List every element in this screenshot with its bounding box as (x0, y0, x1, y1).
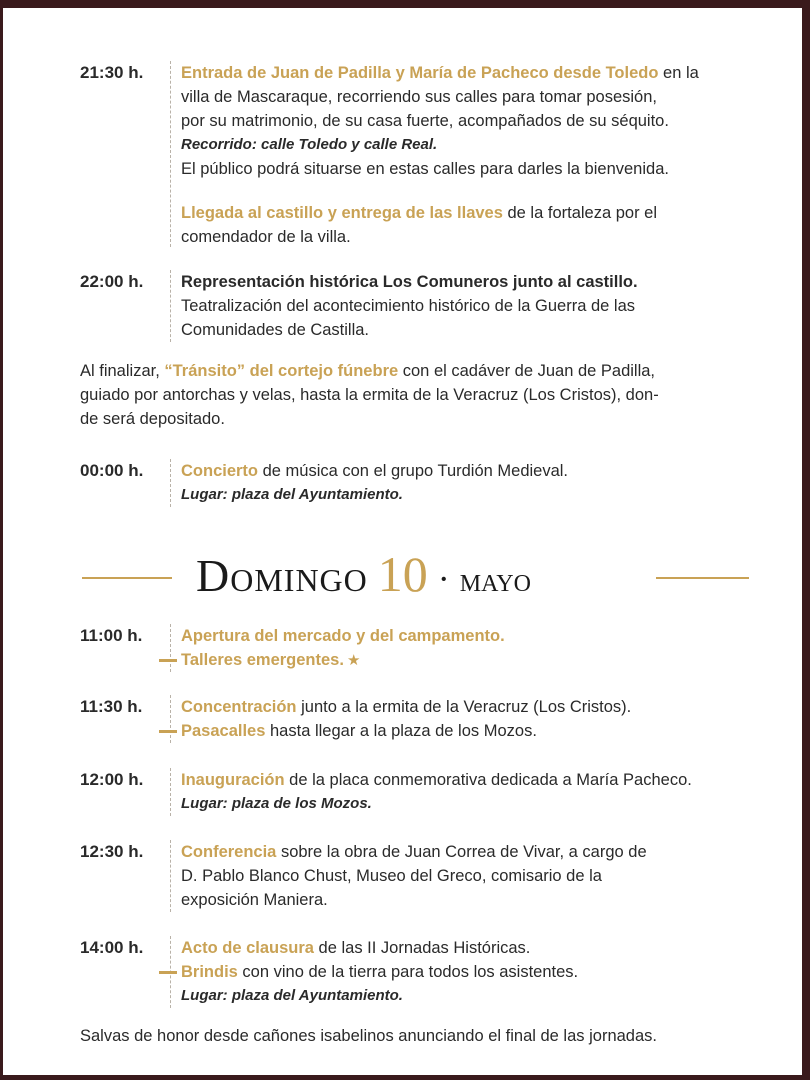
event-route: Recorrido: calle Toledo y calle Real. (181, 136, 438, 153)
event-highlight: Concentración (181, 698, 297, 716)
event-time: 21:30 h. (80, 63, 144, 82)
banner-rule-right (656, 577, 749, 579)
event-highlight: Brindis (181, 963, 238, 981)
event-text: de la placa conmemorativa dedicada a María Pacheco. (284, 771, 692, 789)
event-place: Lugar: plaza del Ayuntamiento. (181, 486, 403, 503)
event-highlight: Inauguración (181, 771, 285, 789)
event-text: El público podrá situarse en estas calles para darles la bienvenida. (181, 160, 669, 178)
event-text: hasta llegar a la plaza de los Mozos. (265, 722, 537, 740)
event-highlight: Llegada al castillo y entrega de las llaves (181, 204, 503, 222)
banner-month: mayo (459, 562, 531, 599)
event-time: 12:00 h. (80, 770, 144, 789)
day-banner (3, 541, 810, 611)
dash-marker (159, 730, 177, 733)
event-text: D. Pablo Blanco Chust, Museo del Greco, comisario de la (181, 867, 602, 885)
event-time: 11:00 h. (80, 626, 143, 645)
paragraph-text: guiado por antorchas y velas, hasta la ermita de la Veracruz (Los Cristos), don- (80, 386, 659, 404)
paragraph-text: Al finalizar, (80, 362, 165, 380)
paragraph-highlight: “Tránsito” del cortejo fúnebre (164, 362, 399, 380)
event-text: por su matrimonio, de su casa fuerte, acompañados de su séquito. (181, 112, 669, 130)
banner-rule-left (82, 577, 172, 579)
event-highlight: Entrada de Juan de Padilla y María de Pacheco desde Toledo (181, 64, 659, 82)
event-highlight: Apertura del mercado y del campamento. (181, 627, 505, 645)
event-text: de la fortaleza por el (502, 204, 657, 222)
event-highlight: Pasacalles (181, 722, 266, 740)
dash-marker (159, 659, 177, 662)
event-text: con vino de la tierra para todos los asistentes. (237, 963, 579, 981)
event-time: 11:30 h. (80, 697, 143, 716)
event-time: 00:00 h. (80, 461, 144, 480)
event-text: de las II Jornadas Históricas. (313, 939, 531, 957)
event-text: de música con el grupo Turdión Medieval. (258, 462, 569, 480)
event-highlight: Conferencia (181, 843, 277, 861)
time-separator (170, 624, 171, 672)
event-text: junto a la ermita de la Veracruz (Los Cristos). (296, 698, 632, 716)
event-time: 22:00 h. (80, 272, 144, 291)
event-time: 12:30 h. (80, 842, 144, 861)
banner-dot: · (437, 559, 450, 599)
time-separator (170, 840, 171, 912)
paragraph-text: con el cadáver de Juan de Padilla, (398, 362, 656, 380)
event-text: sobre la obra de Juan Correa de Vivar, a cargo de (276, 843, 647, 861)
event-text: Comunidades de Castilla. (181, 321, 370, 339)
event-text: Teatralización del acontecimiento histórico de la Guerra de las (181, 297, 635, 315)
time-separator (170, 61, 171, 247)
time-separator (170, 768, 171, 816)
event-text: villa de Mascaraque, recorriendo sus calles para tomar posesión, (181, 88, 657, 106)
time-separator (170, 270, 171, 342)
event-highlight: Talleres emergentes. (181, 651, 344, 669)
transit-paragraph (80, 359, 760, 431)
event-place: Lugar: plaza de los Mozos. (181, 795, 372, 812)
event-highlight: Concierto (181, 462, 259, 480)
banner-title (196, 545, 531, 611)
time-separator (170, 459, 171, 507)
event-highlight: Acto de clausura (181, 939, 314, 957)
paragraph-text: de será depositado. (80, 410, 225, 428)
closing-paragraph (80, 1024, 760, 1048)
star-icon: ★ (346, 652, 361, 669)
time-separator (170, 695, 171, 743)
event-text: exposición Maniera. (181, 891, 328, 909)
closing-text: Salvas de honor desde cañones isabelinos anunciando el final de las jornadas. (80, 1027, 657, 1045)
event-place: Lugar: plaza del Ayuntamiento. (181, 987, 403, 1004)
banner-day: Domingo (196, 550, 368, 601)
event-title: Representación histórica Los Comuneros junto al castillo. (181, 273, 638, 291)
event-time: 14:00 h. (80, 938, 144, 957)
event-text: en la (658, 64, 699, 82)
banner-date: 10 (377, 546, 428, 602)
dash-marker (159, 971, 177, 974)
event-text: comendador de la villa. (181, 228, 351, 246)
